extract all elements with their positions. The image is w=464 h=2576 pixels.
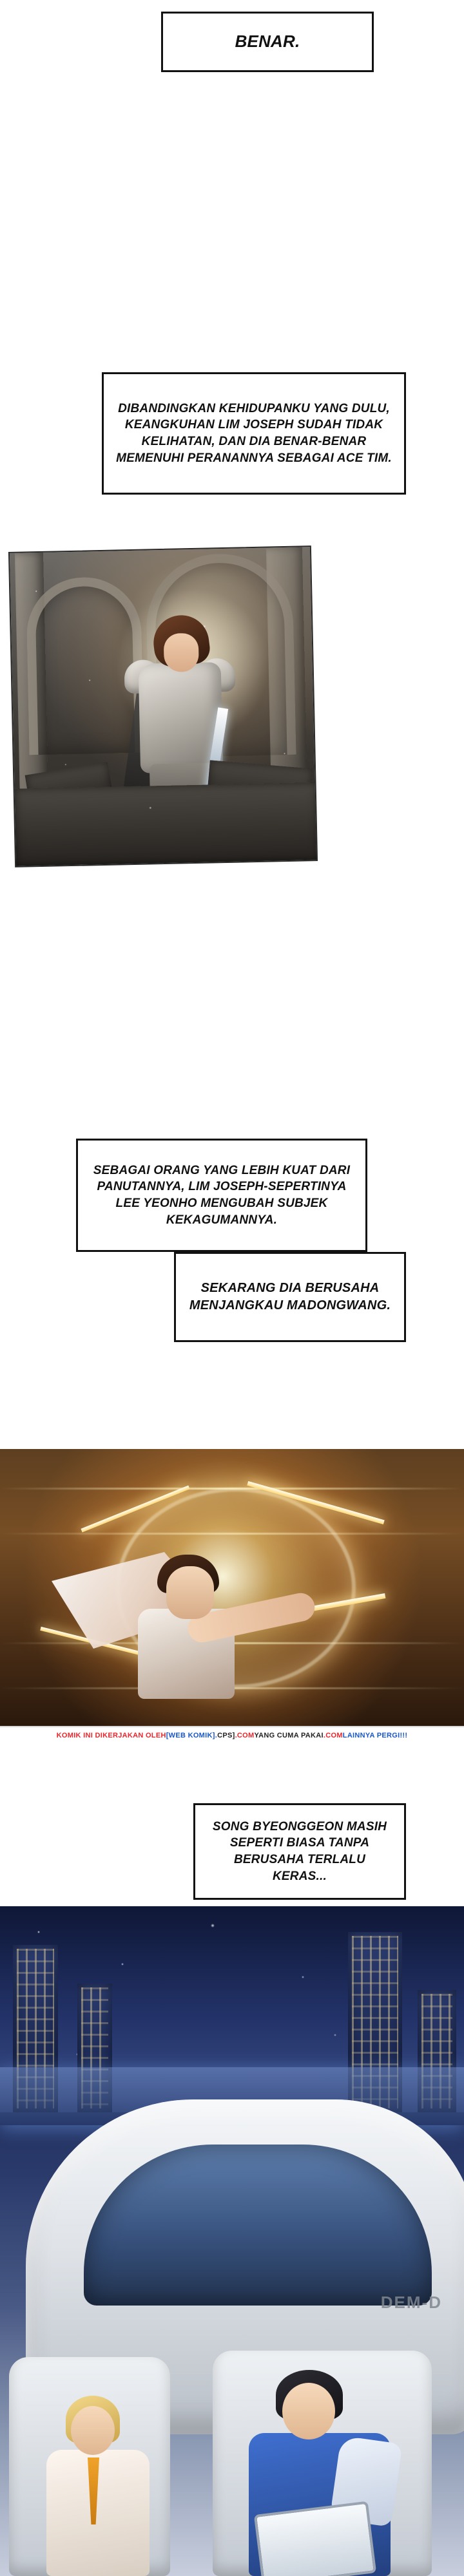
running-character <box>90 1533 309 1707</box>
narration-box-2 <box>76 1139 367 1252</box>
credit-segment-7: LAINNYA PERGI!!! <box>342 1732 408 1739</box>
narration-box-1 <box>102 372 406 495</box>
narration-box-4 <box>193 1803 406 1900</box>
credit-segment-2: [WEB KOMIK]. <box>166 1732 218 1739</box>
blond-character-head <box>71 2406 115 2455</box>
panel-lightning-charge <box>0 1449 464 1726</box>
tablet-device <box>254 2501 376 2576</box>
snow-particles <box>10 547 316 866</box>
panel-ruined-hall <box>8 545 318 867</box>
narration-box-3-text: SEKARANG DIA BERUSAHA MENJANGKAU MADONGWANG. <box>189 1281 391 1312</box>
vehicle-window <box>84 2145 432 2306</box>
narration-box-3 <box>174 1252 406 1342</box>
speech-bubble-benar-text: BENAR. <box>235 32 300 52</box>
narration-box-2-text: SEBAGAI ORANG YANG LEBIH KUAT DARI PANUTANNYA, LIM JOSEPH-SEPERTINYA LEE YEONHO MENGUBAH SUBJEK KEKAGUMANNYA. <box>93 1163 351 1227</box>
credit-segment-5: YANG CUMA PAKAI <box>254 1732 324 1739</box>
blond-character <box>40 2396 162 2576</box>
character-head <box>166 1566 214 1619</box>
dark-hair-character <box>238 2370 406 2576</box>
dark-hair-character-head <box>282 2383 335 2439</box>
speed-streak <box>0 1488 464 1490</box>
credit-segment-3: CPS] <box>217 1732 235 1739</box>
credit-segment-1: KOMIK INI DIKERJAKAN OLEH <box>56 1732 166 1739</box>
scanlation-credit-bar <box>0 1726 464 1744</box>
panel-night-car <box>0 1906 464 2576</box>
credit-segment-6: .COM <box>323 1732 343 1739</box>
speech-bubble-benar <box>161 12 374 72</box>
narration-box-1-text: DIBANDINGKAN KEHIDUPANKU YANG DULU, KEANGKUHAN LIM JOSEPH SUDAH TIDAK KELIHATAN, DAN DIA BENAR-BENAR MEMENUHI PERANANNYA SEBAGAI ACE TIM. <box>116 401 392 465</box>
narration-box-4-text: SONG BYEONGGEON MASIH SEPERTI BIASA TANPA BERUSAHA TERLALU KERAS... <box>212 1819 387 1883</box>
vehicle-label-right: DEM-D <box>380 2293 442 2312</box>
credit-segment-4: .COM <box>235 1732 255 1739</box>
